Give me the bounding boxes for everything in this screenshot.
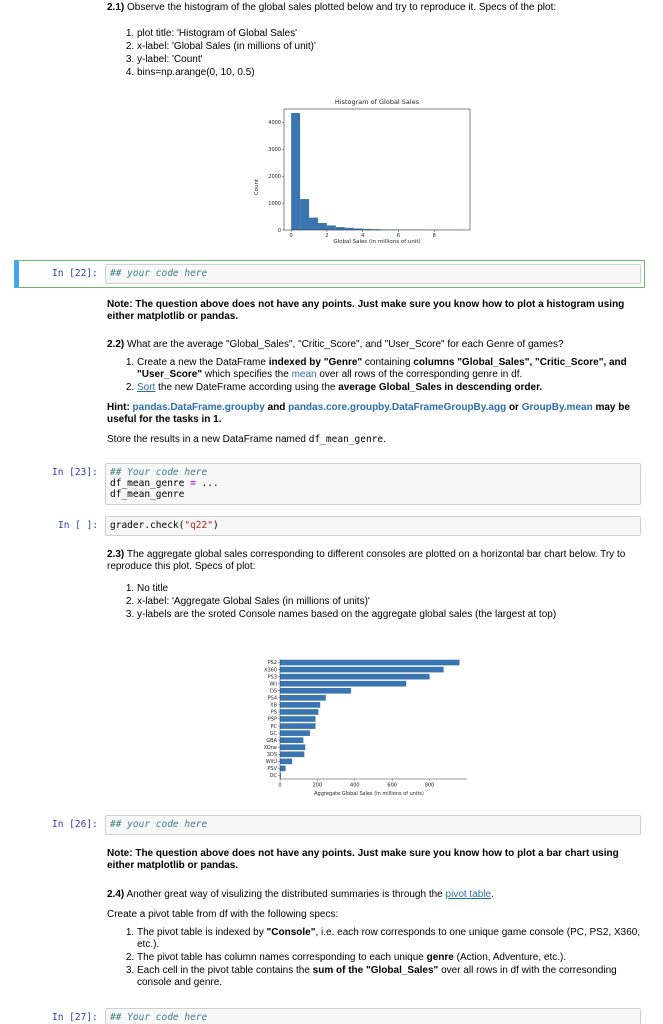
barh-category-label: 3DS bbox=[266, 751, 277, 758]
q21-number: 2.1) bbox=[107, 2, 125, 13]
histogram-bar bbox=[309, 218, 318, 230]
barh-category-label: DS bbox=[269, 688, 277, 695]
question-2-4 bbox=[107, 889, 642, 995]
barh-bar bbox=[280, 723, 316, 729]
cell-23-line3: df_mean_genre bbox=[110, 489, 185, 500]
histogram-bar bbox=[318, 223, 327, 230]
pivot-table-link[interactable]: pivot table bbox=[445, 889, 492, 900]
barh-bar bbox=[280, 730, 310, 736]
histogram-ytick-label: 3000 bbox=[268, 147, 281, 154]
barh-category-label: PSP bbox=[267, 716, 277, 723]
barh-bar bbox=[280, 766, 286, 772]
q22-task-2 bbox=[137, 382, 642, 394]
mean-link[interactable]: mean bbox=[291, 369, 317, 380]
grader-close: ) bbox=[212, 520, 219, 531]
barh-bar bbox=[280, 702, 320, 708]
q24-spec-3 bbox=[137, 965, 642, 989]
q24-s2-c: (Action, Adventure, etc.). bbox=[453, 952, 567, 963]
grader-cell-code-input[interactable] bbox=[105, 516, 641, 536]
grader-cell-prompt: In [ ]: bbox=[58, 520, 99, 531]
q22-t1-a: Create a new the DataFrame bbox=[137, 357, 269, 368]
q24-spec-2 bbox=[137, 952, 642, 964]
barh-bar bbox=[280, 674, 430, 680]
histogram-xtick-label: 0 bbox=[289, 233, 293, 239]
histogram-title: Histogram of Global Sales bbox=[334, 98, 420, 106]
barh-category-label: X360 bbox=[264, 667, 277, 674]
q24-intro-a: Another great way of visulizing the distributed summaries is through the bbox=[126, 889, 446, 900]
q24-s3-c: over all rows in df with the corresonding console and genre. bbox=[137, 965, 617, 988]
hint-or: or bbox=[506, 402, 522, 413]
histogram-ytick-label: 1000 bbox=[268, 200, 281, 207]
cell-22-code-input[interactable] bbox=[105, 264, 641, 284]
note-1 bbox=[107, 299, 642, 329]
store-text: Store the results in a new DataFrame named bbox=[107, 434, 309, 445]
barh-category-label: PS2 bbox=[267, 660, 277, 667]
cell-26-comment: ## your code here bbox=[110, 819, 208, 830]
barh-xtick-label: 400 bbox=[350, 782, 360, 789]
histogram-ytick-label: 2000 bbox=[268, 174, 281, 181]
q24-s3-a: Each cell in the pivot table contains the bbox=[137, 965, 313, 976]
groupby-mean-link[interactable]: GroupBy.mean bbox=[521, 402, 593, 413]
q22-t2-b: average Global_Sales in descending order. bbox=[338, 382, 543, 393]
q24-s1-a: The pivot table is indexed by bbox=[137, 927, 267, 938]
q22-task-list bbox=[137, 357, 642, 394]
barh-bar bbox=[280, 688, 351, 694]
grader-arg: "q22" bbox=[184, 520, 213, 531]
barh-bar bbox=[280, 737, 303, 743]
cell-23-prompt: In [23]: bbox=[52, 467, 98, 478]
barh-svg bbox=[245, 655, 475, 803]
barh-bar bbox=[280, 716, 316, 722]
q23-spec: 1. No title bbox=[137, 583, 642, 595]
barh-category-label: Wii bbox=[269, 681, 277, 688]
barh-category-label: PS bbox=[270, 709, 277, 716]
q24-s1-b: "Console" bbox=[266, 927, 316, 938]
barh-bar bbox=[280, 709, 318, 715]
agg-link[interactable]: pandas.core.groupby.DataFrameGroupBy.agg bbox=[288, 402, 507, 413]
barh-category-label: PC bbox=[270, 723, 277, 730]
q23-spec-list bbox=[137, 583, 642, 621]
q22-t2-a: the new DateFrame according using the bbox=[155, 382, 339, 393]
store-code: df_mean_genre bbox=[308, 434, 384, 445]
question-2-2 bbox=[107, 339, 642, 452]
cell-26-prompt: In [26]: bbox=[52, 819, 98, 830]
groupby-link[interactable]: pandas.DataFrame.groupby bbox=[132, 402, 265, 413]
cell-23-line2-a: df_mean_genre bbox=[110, 478, 191, 489]
q24-s1-c: , i.e. each row corresponds to one unique game console (PC, PS2, X360, etc.). bbox=[137, 927, 641, 950]
q23-number: 2.3) bbox=[107, 549, 125, 560]
histogram-bar bbox=[300, 199, 309, 230]
hint-label: Hint: bbox=[107, 402, 133, 413]
note-2-text: Note: The question above does not have any points. Just make sure you know how to plot a bar chart using either matplotlib or pandas. bbox=[107, 848, 619, 871]
histogram-xtick-label: 2 bbox=[325, 233, 329, 239]
q22-t1-b: indexed by "Genre" bbox=[268, 357, 363, 368]
cell-22-prompt: In [22]: bbox=[52, 268, 98, 279]
grader-fn: grader.check( bbox=[110, 520, 185, 531]
barh-bar bbox=[280, 744, 305, 750]
q21-spec: 2. x-label: 'Global Sales (in millions of unit)' bbox=[137, 41, 642, 53]
q23-spec: 2. x-label: 'Aggregate Global Sales (in millions of units)' bbox=[137, 596, 642, 608]
question-2-1 bbox=[107, 2, 642, 85]
barh-xtick-label: 800 bbox=[424, 782, 435, 789]
histogram-bar bbox=[291, 113, 300, 230]
q22-task-1 bbox=[137, 357, 642, 381]
note-2 bbox=[107, 848, 642, 878]
histogram-chart bbox=[250, 92, 480, 252]
store-period: . bbox=[383, 434, 386, 445]
question-2-3 bbox=[107, 549, 642, 627]
histogram-ytick-label: 4000 bbox=[268, 120, 281, 127]
barh-bar bbox=[280, 681, 406, 687]
barh-bar bbox=[280, 695, 326, 701]
cell-27-prompt: In [27]: bbox=[52, 1012, 98, 1023]
note-1-text: Note: The question above does not have any points. Just make sure you know how to plot a histogram using either matplotlib or pandas. bbox=[107, 299, 625, 322]
barh-xtick-label: 600 bbox=[387, 782, 397, 789]
q24-number: 2.4) bbox=[107, 889, 125, 900]
cell-27-code-input[interactable] bbox=[105, 1008, 641, 1024]
barh-bar bbox=[280, 751, 304, 757]
hint-tail: may be useful for the tasks in 1. bbox=[107, 402, 630, 425]
q22-number: 2.2) bbox=[107, 339, 125, 350]
q24-intro-b: . bbox=[491, 889, 494, 900]
q22-t1-d: columns "Global_Sales", "Critic_Score", and "User_Score" bbox=[137, 357, 627, 380]
barh-xlabel: Aggregate Global Sales (in millions of units) bbox=[314, 791, 424, 797]
q23-intro: The aggregate global sales corresponding to different consoles are plotted on a horizontal bar chart below. Try to reproduce this plot. Specs of plot: bbox=[107, 549, 626, 572]
cell-22-comment: ## your code here bbox=[110, 268, 208, 279]
barh-bar bbox=[280, 667, 444, 673]
barh-category-label: XB bbox=[270, 702, 277, 709]
q21-spec: 3. y-label: 'Count' bbox=[137, 54, 642, 66]
barh-category-label: PSV bbox=[267, 766, 277, 773]
hint-and: and bbox=[264, 402, 289, 413]
histogram-frame bbox=[284, 109, 470, 230]
sort-link[interactable]: Sort bbox=[137, 382, 156, 393]
q22-t1-c: containing bbox=[362, 357, 414, 368]
histogram-xtick-label: 6 bbox=[396, 233, 401, 239]
barh-category-label: XOne bbox=[263, 744, 277, 751]
barh-bar bbox=[280, 660, 460, 666]
histogram-xtick-label: 4 bbox=[361, 233, 365, 239]
histogram-ytick-label: 0 bbox=[277, 227, 281, 234]
q22-t1-f: over all rows of the corresponding genre in df. bbox=[316, 369, 523, 380]
barh-category-label: PS3 bbox=[267, 674, 277, 681]
q22-intro: What are the average "Global_Sales", "Critic_Score", and "User_Score" for each Genre of games? bbox=[127, 339, 564, 350]
barh-category-label: WiiU bbox=[265, 759, 277, 766]
cell-23-code-input[interactable] bbox=[105, 463, 641, 505]
q24-create: Create a pivot table from df with the following specs: bbox=[107, 909, 339, 920]
histogram-bar bbox=[345, 228, 354, 230]
q24-s2-a: The pivot table has column names corresponding to each unique bbox=[137, 952, 427, 963]
barh-category-label: GBA bbox=[266, 737, 277, 744]
barh-xtick-label: 200 bbox=[312, 782, 323, 789]
q21-spec-list bbox=[137, 28, 642, 79]
barh-category-label: DC bbox=[269, 773, 277, 780]
barh-xtick-label: 0 bbox=[278, 782, 282, 789]
q24-s2-b: genre bbox=[426, 952, 454, 963]
histogram-ylabel: Count bbox=[254, 178, 260, 196]
cell-23-assign-op: = bbox=[190, 478, 196, 489]
q22-t1-e: which specifies the bbox=[202, 369, 292, 380]
histogram-svg bbox=[250, 92, 480, 252]
console-barh-chart bbox=[245, 655, 475, 803]
barh-category-label: PS4 bbox=[267, 695, 277, 702]
histogram-xlabel: Global Sales (in millions of unit) bbox=[333, 239, 421, 245]
histogram-bar bbox=[327, 225, 336, 230]
cell-27-comment: ## Your code here bbox=[110, 1012, 208, 1023]
q24-spec-list bbox=[137, 927, 642, 989]
q21-spec: 1. plot title: 'Histogram of Global Sales' bbox=[137, 28, 642, 40]
q24-spec-1 bbox=[137, 927, 642, 951]
q21-spec: 4. bins=np.arange(0, 10, 0.5) bbox=[137, 67, 642, 79]
q21-intro: Observe the histogram of the global sales plotted below and try to reproduce it. Specs of the plot: bbox=[127, 2, 557, 13]
cell-23-comment: ## Your code here bbox=[110, 467, 208, 478]
cell-26-code-input[interactable] bbox=[105, 815, 641, 835]
barh-category-label: GC bbox=[269, 730, 277, 737]
barh-bar bbox=[280, 759, 292, 765]
histogram-xtick-label: 8 bbox=[432, 233, 436, 239]
q23-spec: 3. y-labels are the sroted Console names based on the aggregate global sales (the largest at top) bbox=[137, 609, 642, 621]
cell-23-line2-b: ... bbox=[195, 478, 219, 489]
q24-s3-b: sum of the "Global_Sales" bbox=[312, 965, 439, 976]
histogram-bar bbox=[336, 227, 345, 230]
